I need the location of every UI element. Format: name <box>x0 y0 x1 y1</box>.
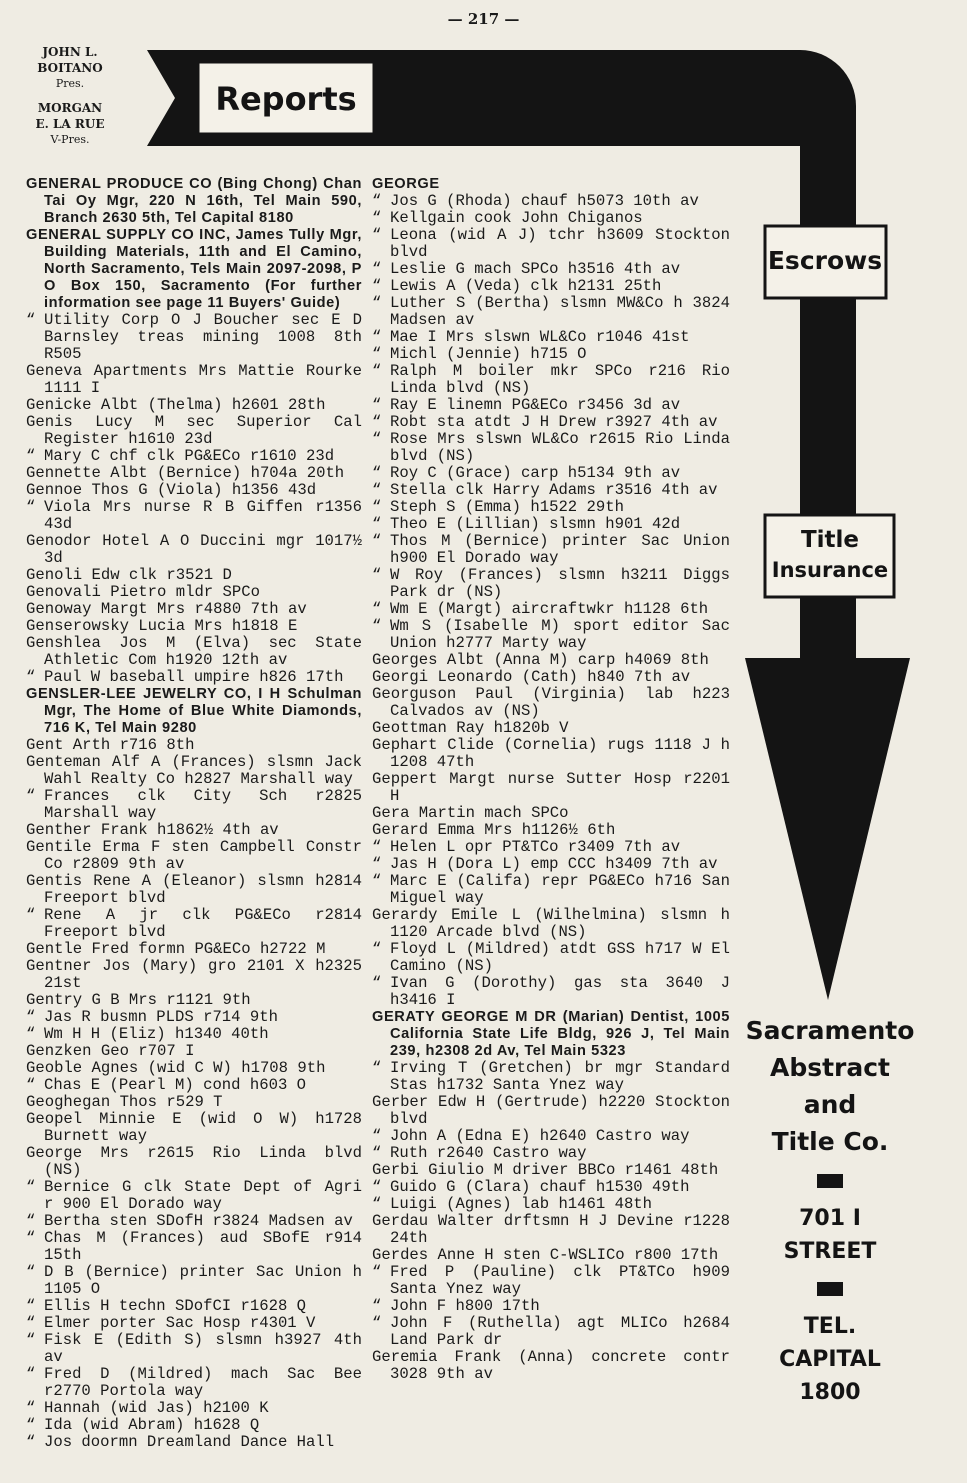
directory-entry <box>26 448 362 465</box>
president-name-line-2: BOITANO <box>37 61 103 75</box>
directory-entry <box>26 1043 362 1060</box>
entry-text: Steph S (Emma) h1522 29th <box>390 498 624 516</box>
ditto-mark: “ <box>372 974 382 992</box>
directory-entry <box>26 618 362 635</box>
ditto-mark: “ <box>372 294 382 312</box>
entry-text: Fisk E (Edith S) slsmn h3927 4th av <box>44 1331 362 1366</box>
directory-entry <box>26 941 362 958</box>
entry-text: Viola Mrs nurse R B Giffen r1356 43d <box>44 498 362 533</box>
ditto-mark: “ <box>26 1365 36 1383</box>
ditto-mark: “ <box>26 787 36 805</box>
entry-text: Thos M (Bernice) printer Sac Union h900 El Dorado way <box>390 532 730 567</box>
directory-entry <box>372 771 730 805</box>
entry-text: Kellgain cook John Chiganos <box>390 209 643 227</box>
directory-entry <box>26 1434 362 1451</box>
directory-entry <box>372 1179 730 1196</box>
entry-text: Jos G (Rhoda) chauf h5073 10th av <box>390 192 699 210</box>
entry-text: Ruth r2640 Castro way <box>390 1144 587 1162</box>
entry-text: Marc E (Califa) repr PG&ECo h716 San Miguel way <box>390 872 730 907</box>
entry-text: Jos doormn Dreamland Dance Hall <box>44 1433 335 1451</box>
entry-text: Mary C chf clk PG&ECo r1610 23d <box>44 447 335 465</box>
ad-company-line-4: Title Co. <box>771 1127 889 1156</box>
ditto-mark: “ <box>372 209 382 227</box>
entry-text: Ivan G (Dorothy) gas sta 3640 J h3416 I <box>390 974 730 1009</box>
entry-text: Chas E (Pearl M) cond h603 O <box>44 1076 307 1094</box>
entry-text: Geppert Margt nurse Sutter Hosp r2201 H <box>372 770 730 805</box>
entry-text: Genovali Pietro mldr SPCo <box>26 583 260 601</box>
directory-entry <box>372 482 730 499</box>
entry-text: Geopel Minnie E (wid O W) h1728 Burnett way <box>26 1110 362 1145</box>
ditto-mark: “ <box>372 277 382 295</box>
directory-entry <box>372 1213 730 1247</box>
directory-entry <box>372 397 730 414</box>
ditto-mark: “ <box>26 498 36 516</box>
directory-entry <box>26 1332 362 1366</box>
ditto-mark: “ <box>26 906 36 924</box>
directory-entry <box>372 737 730 771</box>
entry-text: Robt sta atdt J H Drew r3927 4th av <box>390 413 718 431</box>
ditto-mark: “ <box>372 1127 382 1145</box>
directory-entry <box>26 1026 362 1043</box>
directory-entry <box>26 176 362 227</box>
entry-text: Luther S (Bertha) slsmn MW&Co h 3824 Madsen av <box>390 294 730 329</box>
ditto-mark: “ <box>372 838 382 856</box>
ditto-mark: “ <box>372 1059 382 1077</box>
directory-entry <box>26 958 362 992</box>
entry-text: Gephart Clide (Cornelia) rugs 1118 J h 1208 47th <box>372 736 730 771</box>
directory-entry <box>26 601 362 618</box>
ditto-mark: “ <box>26 1314 36 1332</box>
entry-text: Chas M (Frances) aud SBofE r914 15th <box>44 1229 362 1264</box>
directory-entry <box>372 805 730 822</box>
entry-text: Floyd L (Mildred) atdt GSS h717 W El Camino (NS) <box>390 940 730 975</box>
entry-text: Geremia Frank (Anna) concrete contr 3028 9th av <box>372 1348 730 1383</box>
entry-text: Genzken Geo r707 I <box>26 1042 195 1060</box>
entry-text: GENERAL SUPPLY CO INC, James Tully Mgr, Building Materials, 11th and El Camino, North Sacramento, Tels Main 2097-2098, P O Box 150, Sacramento (For further information see page 11 Buyers' Guide) <box>26 227 362 311</box>
entry-text: GEORGE <box>372 176 440 192</box>
entry-text: Genshlea Jos M (Elva) sec State Athletic Com h1920 12th av <box>26 634 362 669</box>
ditto-mark: “ <box>372 226 382 244</box>
directory-entry <box>26 907 362 941</box>
entry-text: Frances clk City Sch r2825 Marshall way <box>44 787 362 822</box>
directory-entry <box>372 907 730 941</box>
reports-label: Reports <box>215 80 357 118</box>
ditto-mark: “ <box>372 260 382 278</box>
directory-entry <box>372 975 730 1009</box>
directory-entry <box>26 1145 362 1179</box>
entry-text: Michl (Jennie) h715 O <box>390 345 587 363</box>
directory-entry <box>372 278 730 295</box>
directory-entry <box>372 720 730 737</box>
entry-text: W Roy (Frances) slsmn h3211 Diggs Park dr (NS) <box>390 566 730 601</box>
directory-entry <box>372 1349 730 1383</box>
entry-text: Mae I Mrs slswn WL&Co r1046 41st <box>390 328 690 346</box>
ditto-mark: “ <box>26 1399 36 1417</box>
entry-text: Ida (wid Abram) h1628 Q <box>44 1416 260 1434</box>
entry-text: Gerbi Giulio M driver BBCo r1461 48th <box>372 1161 719 1179</box>
directory-entry <box>372 346 730 363</box>
directory-entry <box>372 822 730 839</box>
directory-entry <box>372 873 730 907</box>
ditto-mark: “ <box>372 940 382 958</box>
ditto-mark: “ <box>372 515 382 533</box>
directory-entry <box>372 1264 730 1298</box>
ad-address-line-1: 701 I <box>799 1206 861 1231</box>
ditto-mark: “ <box>26 1297 36 1315</box>
directory-entry <box>26 1060 362 1077</box>
ad-divider <box>817 1174 843 1188</box>
directory-entry <box>372 1247 730 1264</box>
directory-entry <box>372 1145 730 1162</box>
ditto-mark: “ <box>26 447 36 465</box>
entry-text: Jas R busmn PLDS r714 9th <box>44 1008 278 1026</box>
directory-entry <box>372 1196 730 1213</box>
entry-text: Theo E (Lillian) slsmn h901 42d <box>390 515 681 533</box>
directory-entry <box>372 1315 730 1349</box>
entry-text: Lewis A (Veda) clk h2131 25th <box>390 277 662 295</box>
ditto-mark: “ <box>372 1297 382 1315</box>
entry-text: Gentner Jos (Mary) gro 2101 X h2325 21st <box>26 957 362 992</box>
directory-entry <box>372 295 730 329</box>
entry-text: Rene A jr clk PG&ECo r2814 Freeport blvd <box>44 906 362 941</box>
entry-text: Roy C (Grace) carp h5134 9th av <box>390 464 681 482</box>
entry-text: Gentile Erma F sten Campbell Constr Co r2809 9th av <box>26 838 362 873</box>
banner-elbow <box>800 50 856 146</box>
directory-entry <box>26 1111 362 1145</box>
entry-text: Genicke Albt (Thelma) h2601 28th <box>26 396 326 414</box>
ditto-mark: “ <box>372 1263 382 1281</box>
directory-entry <box>26 227 362 312</box>
ditto-mark: “ <box>26 1076 36 1094</box>
directory-entry <box>26 1315 362 1332</box>
directory-entry <box>372 1162 730 1179</box>
ditto-mark: “ <box>372 1314 382 1332</box>
vice-president-title: V-Pres. <box>50 133 90 146</box>
ditto-mark: “ <box>372 617 382 635</box>
entry-text: Ralph M boiler mkr SPCo r216 Rio Linda blvd (NS) <box>390 362 730 397</box>
ditto-mark: “ <box>372 430 382 448</box>
entry-text: Georguson Paul (Virginia) lab h223 Calvados av (NS) <box>372 685 730 720</box>
entry-text: John F h800 17th <box>390 1297 540 1315</box>
entry-text: Genodor Hotel A O Duccini mgr 1017½ 3d <box>26 532 362 567</box>
entry-text: Genther Frank h1862½ 4th av <box>26 821 279 839</box>
banner-notch <box>147 50 196 146</box>
abstract-company-ad <box>737 1012 923 1409</box>
entry-text: Genserowsky Lucia Mrs h1818 E <box>26 617 298 635</box>
ditto-mark: “ <box>372 1178 382 1196</box>
entry-text: Geoghegan Thos r529 T <box>26 1093 223 1111</box>
ditto-mark: “ <box>372 328 382 346</box>
title-insurance-line-2: Insurance <box>771 558 889 582</box>
entry-text: Ellis H techn SDofCI r1628 Q <box>44 1297 307 1315</box>
entry-text: Georges Albt (Anna M) carp h4069 8th <box>372 651 709 669</box>
directory-entry <box>372 210 730 227</box>
directory-entry <box>372 261 730 278</box>
entry-text: Gerdau Walter drftsmn H J Devine r1228 24th <box>372 1212 730 1247</box>
directory-entry <box>372 601 730 618</box>
entry-text: Stella clk Harry Adams r3516 4th av <box>390 481 718 499</box>
directory-entry <box>372 941 730 975</box>
directory-entry <box>26 414 362 448</box>
ad-company-line-3: and <box>803 1090 857 1119</box>
directory-column-left <box>26 176 362 1451</box>
directory-entry <box>372 176 730 193</box>
president-name-line-1: JOHN L. <box>42 45 98 59</box>
entry-text: Fred P (Pauline) clk PT&TCo h909 Santa Ynez way <box>390 1263 730 1298</box>
directory-entry <box>372 329 730 346</box>
directory-entry <box>26 635 362 669</box>
ditto-mark: “ <box>372 362 382 380</box>
ditto-mark: “ <box>26 311 36 329</box>
directory-entry <box>372 465 730 482</box>
entry-text: Gennette Albt (Bernice) h704a 20th <box>26 464 345 482</box>
directory-entry <box>372 1060 730 1094</box>
ditto-mark: “ <box>372 498 382 516</box>
entry-text: Paul W baseball umpire h826 17th <box>44 668 344 686</box>
directory-entry <box>26 992 362 1009</box>
directory-entry <box>372 839 730 856</box>
directory-entry <box>26 1094 362 1111</box>
directory-entry <box>26 822 362 839</box>
directory-entry <box>372 499 730 516</box>
entry-text: Utility Corp O J Boucher sec E D Barnsley treas mining 1008 8th R505 <box>44 311 362 363</box>
entry-text: Gentle Fred formn PG&ECo h2722 M <box>26 940 326 958</box>
entry-text: Gerber Edw H (Gertrude) h2220 Stockton blvd <box>372 1093 730 1128</box>
directory-entry <box>26 499 362 533</box>
entry-text: Wm E (Margt) aircraftwkr h1128 6th <box>390 600 709 618</box>
directory-entry <box>26 1009 362 1026</box>
directory-entry <box>372 618 730 652</box>
directory-entry <box>26 1264 362 1298</box>
entry-text: John F (Ruthella) agt MLICo h2684 Land Park dr <box>390 1314 730 1349</box>
entry-text: GERATY GEORGE M DR (Marian) Dentist, 1005 California State Life Bldg, 926 J, Tel Main 239, h2308 2d Av, Tel Main 5323 <box>372 1009 730 1059</box>
entry-text: Gera Martin mach SPCo <box>372 804 569 822</box>
ad-address-line-2: STREET <box>783 1239 877 1264</box>
entry-text: Elmer porter Sac Hosp r4301 V <box>44 1314 316 1332</box>
directory-entry <box>26 873 362 907</box>
ad-divider <box>817 1282 843 1296</box>
entry-text: Gerdes Anne H sten C-WSLICo r800 17th <box>372 1246 719 1264</box>
directory-entry <box>372 856 730 873</box>
entry-text: Irving T (Gretchen) br mgr Standard Stas h1732 Santa Ynez way <box>390 1059 730 1094</box>
ad-company-line-1: Sacramento <box>745 1016 915 1045</box>
ditto-mark: “ <box>26 1263 36 1281</box>
ditto-mark: “ <box>372 600 382 618</box>
directory-entry <box>26 1179 362 1213</box>
entry-text: Wm S (Isabelle M) sport editor Sac Union h2777 Marty way <box>390 617 730 652</box>
ad-company-line-2: Abstract <box>769 1053 891 1082</box>
entry-text: GENSLER-LEE JEWELRY CO, I H Schulman Mgr, The Home of Blue White Diamonds, 716 K, Tel Main 9280 <box>26 686 362 736</box>
vice-president-name-line-2: E. LA RUE <box>35 117 105 131</box>
directory-entry <box>26 363 362 397</box>
ditto-mark: “ <box>372 464 382 482</box>
ditto-mark: “ <box>26 1212 36 1230</box>
directory-entry <box>372 516 730 533</box>
ditto-mark: “ <box>26 1433 36 1451</box>
entry-text: John A (Edna E) h2640 Castro way <box>390 1127 690 1145</box>
directory-entry <box>26 584 362 601</box>
directory-entry <box>372 1094 730 1128</box>
directory-entry <box>372 1298 730 1315</box>
ditto-mark: “ <box>372 872 382 890</box>
ditto-mark: “ <box>372 192 382 210</box>
directory-entry <box>372 533 730 567</box>
entry-text: Geoble Agnes (wid C W) h1708 9th <box>26 1059 326 1077</box>
entry-text: GENERAL PRODUCE CO (Bing Chong) Chan Tai Oy Mgr, 220 N 16th, Tel Main 590, Branch 2630 5th, Tel Capital 8180 <box>26 176 362 226</box>
entry-text: Bertha sten SDofH r3824 Madsen av <box>44 1212 353 1230</box>
directory-entry <box>26 1213 362 1230</box>
ditto-mark: “ <box>26 1178 36 1196</box>
entry-text: Wm H H (Eliz) h1340 40th <box>44 1025 269 1043</box>
directory-entry <box>372 227 730 261</box>
directory-entry <box>26 737 362 754</box>
entry-text: Genoway Margt Mrs r4880 7th av <box>26 600 307 618</box>
ad-phone-line-3: 1800 <box>799 1380 861 1405</box>
entry-text: Guido G (Clara) chauf h1530 49th <box>390 1178 690 1196</box>
directory-entry <box>372 567 730 601</box>
directory-entry <box>26 397 362 414</box>
entry-text: Fred D (Mildred) mach Sac Bee r2770 Portola way <box>44 1365 362 1400</box>
directory-entry <box>26 1417 362 1434</box>
directory-entry <box>26 1230 362 1264</box>
ditto-mark: “ <box>372 481 382 499</box>
ditto-mark: “ <box>372 1195 382 1213</box>
directory-entry <box>372 669 730 686</box>
entry-text: Leslie G mach SPCo h3516 4th av <box>390 260 681 278</box>
directory-entry <box>26 788 362 822</box>
entry-text: Gerard Emma Mrs h1126½ 6th <box>372 821 616 839</box>
entry-text: Geneva Apartments Mrs Mattie Rourke 1111 I <box>26 362 362 397</box>
ad-phone-line-1: TEL. <box>803 1314 857 1339</box>
directory-entry <box>26 686 362 737</box>
directory-entry <box>26 1077 362 1094</box>
directory-entry <box>26 1298 362 1315</box>
directory-entry <box>26 754 362 788</box>
entry-text: Gerardy Emile L (Wilhelmina) slsmn h 1120 Arcade blvd (NS) <box>372 906 730 941</box>
entry-text: George Mrs r2615 Rio Linda blvd (NS) <box>26 1144 362 1179</box>
entry-text: Rose Mrs slswn WL&Co r2615 Rio Linda blvd (NS) <box>390 430 730 465</box>
directory-entry <box>372 431 730 465</box>
entry-text: Gennoe Thos G (Viola) h1356 43d <box>26 481 317 499</box>
ditto-mark: “ <box>372 345 382 363</box>
directory-entry <box>26 669 362 686</box>
entry-text: D B (Bernice) printer Sac Union h 1105 O <box>44 1263 362 1298</box>
ditto-mark: “ <box>26 1008 36 1026</box>
directory-entry <box>26 312 362 363</box>
vice-president-name-line-1: MORGAN <box>37 101 103 115</box>
entry-text: Gentis Rene A (Eleanor) slsmn h2814 Freeport blvd <box>26 872 362 907</box>
directory-entry <box>372 193 730 210</box>
directory-entry <box>372 686 730 720</box>
ditto-mark: “ <box>372 1144 382 1162</box>
entry-text: Bernice G clk State Dept of Agri r 900 El Dorado way <box>44 1178 362 1213</box>
ditto-mark: “ <box>372 396 382 414</box>
entry-text: Geottman Ray h1820b V <box>372 719 569 737</box>
directory-entry <box>26 465 362 482</box>
arrowhead <box>745 658 910 1000</box>
page-number: — 217 — <box>447 10 520 28</box>
entry-text: Jas H (Dora L) emp CCC h3409 7th av <box>390 855 718 873</box>
ditto-mark: “ <box>372 532 382 550</box>
directory-entry <box>26 839 362 873</box>
ditto-mark: “ <box>26 1025 36 1043</box>
ditto-mark: “ <box>372 566 382 584</box>
escrows-label: Escrows <box>767 246 883 275</box>
ditto-mark: “ <box>26 1229 36 1247</box>
ditto-mark: “ <box>26 1416 36 1434</box>
directory-entry <box>26 1366 362 1400</box>
entry-text: Georgi Leonardo (Cath) h840 7th av <box>372 668 691 686</box>
directory-entry <box>26 482 362 499</box>
entry-text: Gent Arth r716 8th <box>26 736 195 754</box>
directory-column-middle <box>372 176 730 1383</box>
entry-text: Ray E linemn PG&ECo r3456 3d av <box>390 396 681 414</box>
ditto-mark: “ <box>26 1331 36 1349</box>
directory-entry <box>372 414 730 431</box>
entry-text: Genis Lucy M sec Superior Cal Register h1610 23d <box>26 413 362 448</box>
ad-phone-line-2: CAPITAL <box>779 1347 881 1372</box>
directory-entry <box>372 1009 730 1060</box>
title-insurance-line-1: Title <box>800 527 860 553</box>
ditto-mark: “ <box>372 855 382 873</box>
directory-entry <box>372 1128 730 1145</box>
directory-entry <box>26 1400 362 1417</box>
directory-entry <box>26 567 362 584</box>
entry-text: Gentry G B Mrs r1121 9th <box>26 991 251 1009</box>
entry-text: Helen L opr PT&TCo r3409 7th av <box>390 838 681 856</box>
entry-text: Luigi (Agnes) lab h1461 48th <box>390 1195 653 1213</box>
directory-entry <box>372 652 730 669</box>
ditto-mark: “ <box>26 668 36 686</box>
entry-text: Genoli Edw clk r3521 D <box>26 566 232 584</box>
ditto-mark: “ <box>372 413 382 431</box>
directory-entry <box>26 533 362 567</box>
entry-text: Hannah (wid Jas) h2100 K <box>44 1399 269 1417</box>
directory-entry <box>372 363 730 397</box>
entry-text: Genteman Alf A (Frances) slsmn Jack Wahl Realty Co h2827 Marshall way <box>26 753 362 788</box>
entry-text: Leona (wid A J) tchr h3609 Stockton blvd <box>390 226 730 261</box>
president-title: Pres. <box>55 77 85 90</box>
